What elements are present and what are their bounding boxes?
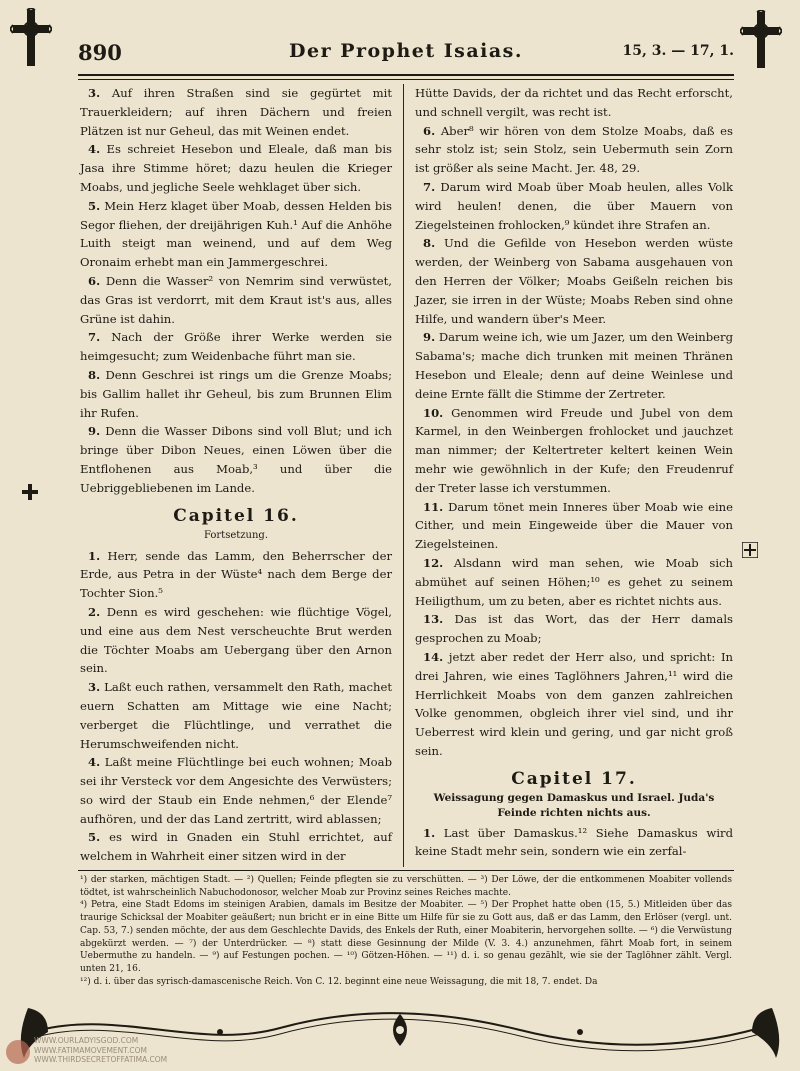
watermark-line: WWW.OURLADYISGOD.COM — [34, 1036, 139, 1045]
margin-cross-icon — [22, 484, 38, 500]
verse — [415, 610, 733, 648]
page-header — [78, 40, 734, 74]
verse — [415, 328, 733, 403]
footnotes — [80, 874, 732, 988]
chapter-16-title: Capitel 16. — [173, 505, 299, 526]
chapter-range: 15, 3. — 17, 1. — [622, 43, 734, 59]
verse-number: 10. — [423, 405, 444, 420]
footnote-block: ¹²) d. i. über das syrisch-damascenische Reich. Von C. 12. beginnt eine neue Weissagung, die mit 18, 7. endet. Da — [80, 976, 598, 987]
ornamental-cross-icon — [740, 10, 782, 70]
verse-number: 8. — [423, 236, 436, 251]
verse — [80, 197, 392, 272]
verse-number: 1. — [88, 548, 101, 563]
verse-text: Laßt euch rathen, versammelt den Rath, machet euern Schatten am Mittage wie eine Nacht; verberget die Flüchtlinge, und verrathet die Herumschweifenden nicht. — [80, 680, 392, 751]
verse — [415, 178, 733, 234]
verse — [80, 84, 392, 140]
verse-text: jetzt aber redet der Herr also, und spricht: In drei Jahren, wie eines Taglöhners Jahren,¹¹ wird die Herrlichkeit Moabs von dem ganzen zahlreichen Volke genommen, obgleich ihrer viel sind, und ihr Ueberrest wird klein und gering, und gar nicht groß sein. — [415, 649, 733, 758]
verse-text: Mein Herz klaget über Moab, dessen Helden bis Segor fliehen, der dreijährigen Kuh.¹ Auf die Anhöhe Luith steigt man weinend, und auf dem Weg Oronaim erhebt man ein Jammergeschrei. — [80, 198, 392, 270]
verse-number: 8. — [88, 367, 101, 382]
watermark-line: WWW.FATIMAMOVEMENT.COM — [34, 1045, 147, 1055]
verse-number: 13. — [423, 612, 444, 627]
verse — [415, 404, 733, 498]
verse-number: 4. — [88, 755, 101, 770]
verse-text: Denn die Wasser Dibons sind voll Blut; und ich bringe über Dibon Neues, einen Löwen über die Entflohenen aus Moab,³ und über die Uebriggebliebenen im Lande. — [80, 424, 392, 495]
left-verses-bottom — [80, 547, 392, 867]
verse-number: 2. — [88, 604, 101, 619]
verse-text: Das ist das Wort, das der Herr damals gesprochen zu Moab; — [415, 612, 733, 646]
header-rule — [78, 74, 734, 80]
verse-number: 1. — [423, 825, 436, 840]
verse-number: 14. — [423, 649, 444, 664]
verse — [80, 272, 392, 328]
chapter-17-summary: Weissagung gegen Damaskus und Israel. Juda's Feinde richten nichts aus. — [433, 791, 715, 819]
verse — [415, 648, 733, 761]
right-column — [415, 84, 733, 861]
verse — [80, 422, 392, 497]
verse-text: Denn es wird geschehen: wie flüchtige Vögel, und eine aus dem Nest verscheuchte Brut werden die Töchter Moabs am Uebergang über den Arnon sein. — [80, 604, 392, 676]
verse-number: 3. — [88, 86, 101, 100]
margin-cross-icon — [742, 542, 758, 558]
footnote-rule — [78, 870, 734, 871]
verse-text: Darum weine ich, wie um Jazer, um den Weinberg Sabama's; mache dich trunken mit meinen Thränen Hesebon und Eleale; denn auf deine Weinlese und deine Ernte fällt die Stimme der Zertreter. — [415, 330, 733, 401]
verse-number: 9. — [423, 330, 436, 345]
verse-number: 12. — [423, 555, 444, 570]
verse — [80, 140, 392, 196]
verse-text: Darum wird Moab über Moab heulen, alles Volk wird heulen! denen, die über Mauern von Ziegelsteinen frohlocken,⁹ kündet ihre Strafen an. — [415, 179, 733, 232]
verse-text: Auf ihren Straßen sind sie gegürtet mit Trauerkleidern; auf ihren Dächern und freien Plätzen ist nur Geheul, das mit Weinen endet. — [80, 86, 393, 138]
verse-text: Last über Damaskus.¹² Siehe Damaskus wird keine Stadt mehr sein, sondern wie ein zerfal- — [415, 825, 734, 859]
verse-text: Herr, sende das Lamm, den Beherrscher der Erde, aus Petra in der Wüste⁴ nach dem Berge der Tochter Sion.⁵ — [80, 548, 392, 601]
watermark — [34, 1036, 167, 1065]
verse-number: 6. — [423, 123, 436, 138]
verse-text: Aber⁸ wir hören von dem Stolze Moabs, daß es sehr stolz ist; sein Stolz, sein Uebermuth sein Zorn ist größer als seine Macht. Jer. 48, 29. — [415, 123, 733, 176]
verse — [415, 824, 733, 862]
verse — [415, 498, 733, 554]
verse — [415, 554, 733, 610]
ornamental-cross-icon — [10, 8, 52, 68]
right-verses-bottom — [415, 824, 733, 862]
verse — [415, 122, 733, 178]
verse-text: Denn die Wasser² von Nemrim sind verwüstet, das Gras ist verdorrt, mit dem Kraut ist's aus, alles Grüne ist dahin. — [80, 273, 392, 326]
right-verses-top — [415, 122, 733, 761]
column-divider — [403, 84, 404, 867]
verse-number: 7. — [88, 330, 101, 345]
verse-number: 5. — [88, 830, 101, 845]
verse-text: Genommen wird Freude und Jubel von dem Karmel, in den Weinbergen frohlocket und jauchzet man nimmer; der Keltertreter keltert keinen Wein mehr wie gewöhnlich in der Kufe; den Freudenruf der Treter lasse ich verstummen. — [415, 405, 733, 495]
verse — [80, 328, 392, 366]
page-number: 890 — [78, 40, 122, 65]
verse-continuation: Hütte Davids, der da richtet und das Recht erforscht, und schnell vergilt, was recht ist. — [415, 86, 733, 119]
left-verses-top — [80, 84, 392, 498]
verse — [80, 753, 392, 828]
verse-text: Alsdann wird man sehen, wie Moab sich abmühet auf seinen Höhen;¹⁰ es gehet zu seinem Heiligthum, um zu beten, aber es richtet nichts aus. — [415, 555, 734, 608]
verse-number: 6. — [88, 273, 101, 288]
verse-number: 7. — [423, 179, 436, 194]
verse-text: Es schreiet Hesebon und Eleale, daß man bis Jasa ihre Stimme höret; dazu heulen die Krieger Moabs, und jegliche Seele wehklaget über sich. — [80, 142, 392, 194]
verse — [415, 234, 733, 328]
footnote-block: ⁴) Petra, eine Stadt Edoms im steinigen Arabien, damals im Besitze der Moabiter. — ⁵) Der Prophet hatte oben (15, 5.) Mitleiden über das traurige Schicksal der Moabiter geäußert; nun bricht er in eine Bitte um Hilfe für sie zu Gott aus, daß er das Lamm, den Erlöser (vergl. unt. Cap. 53, 7.) senden möchte, der aus dem Geschlechte Davids, des Enkels der Ruth, einer Moabiterin, hervorgehen sollte. — ⁶) die Verwüstung abgekürzt werden. — ⁷) der Unterdrücker. — ⁸) statt diese Gesinnung der Milde (V. 3. 4.) anzunehmen, fährt Moab fort, in seinem Uebermuthe zu handeln. — ⁹) auf Festungen pochen. — ¹⁰) Götzen-Höhen. — ¹¹) d. i. so genau gezählt, wie sie der Taglöhner zählt. Vergl. unten 21, 16. — [80, 900, 732, 974]
verse-text: Denn Geschrei ist rings um die Grenze Moabs; bis Gallim hallet ihr Geheul, bis zum Brunnen Elim ihr Rufen. — [80, 367, 393, 420]
verse-number: 4. — [88, 142, 101, 157]
left-column — [80, 84, 392, 866]
chapter-16-subtitle: Fortsetzung. — [203, 529, 268, 541]
chapter-17-title: Capitel 17. — [511, 768, 637, 789]
running-title: Der Prophet Isaias. — [289, 40, 523, 62]
verse-text: Darum tönet mein Inneres über Moab wie eine Cither, und mein Eingeweide über die Mauer von Ziegelsteinen. — [415, 499, 733, 552]
verse — [80, 603, 392, 678]
verse — [80, 678, 392, 753]
verse-text: Nach der Größe ihrer Werke werden sie heimgesucht; zum Weidenbache führt man sie. — [80, 330, 393, 364]
verse-number: 5. — [88, 198, 101, 213]
verse — [80, 366, 392, 422]
verse-number: 11. — [423, 499, 444, 514]
verse-text: es wird in Gnaden ein Stuhl errichtet, auf welchem in Wahrheit einer sitzen wird in der — [80, 830, 392, 864]
verse-text: Und die Gefilde von Hesebon werden wüste werden, der Weinberg von Sabama ausgehauen von den Herren der Völker; Moabs Geißeln reichen bis Jazer, sie irren in der Wüste; Moabs Reben sind ohne Hilfe, und wandern über's Meer. — [415, 236, 734, 326]
verse-text: Laßt meine Flüchtlinge bei euch wohnen; Moab sei ihr Versteck vor dem Angesichte des Verwüsters; so wird der Staub ein Ende nehmen,⁶ der Elende⁷ aufhören, und der das Land zertritt, wird ablassen; — [80, 755, 392, 826]
verse — [80, 547, 392, 603]
watermark-line: WWW.THIRDSECRETOFFATIMA.COM — [34, 1055, 168, 1064]
footnote-block: ¹) der starken, mächtigen Stadt. — ²) Quellen; Feinde pflegten sie zu verschütten. — ³) Der Löwe, der die entkommenen Moabiter vollends tödtet, ist wahrscheinlich Nabuchodonosor, welcher Moab zur Provinz seines Reiches machte. — [80, 875, 732, 898]
verse — [80, 828, 392, 866]
verse-number: 9. — [88, 424, 101, 439]
verse-number: 3. — [88, 680, 101, 695]
watermark-logo-icon — [6, 1040, 30, 1064]
